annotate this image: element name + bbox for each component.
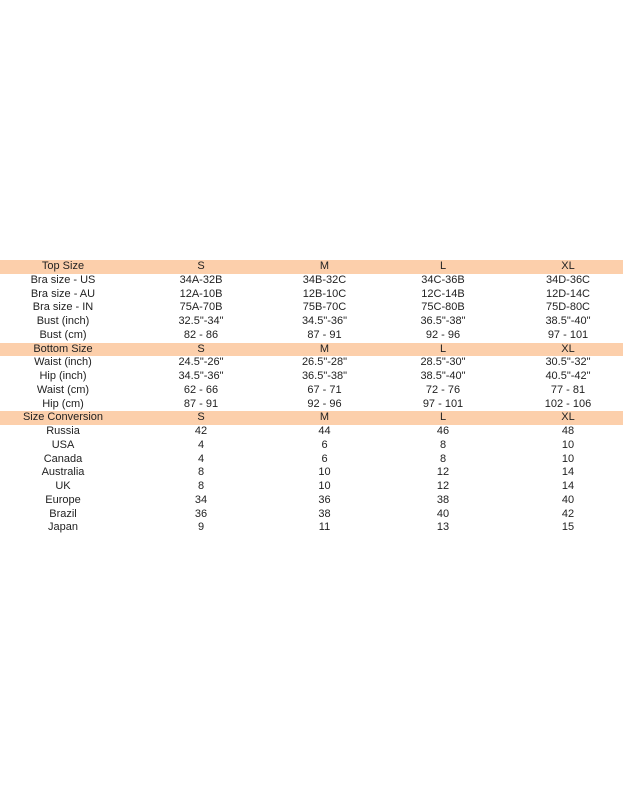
size-conversion-header-row (0, 411, 623, 425)
size-value: 44 (318, 425, 331, 437)
section-title: Top Size (41, 260, 85, 272)
size-value: 6 (321, 438, 328, 451)
table-row (0, 356, 623, 370)
size-value: 12 (436, 466, 450, 479)
size-value: 40 (561, 493, 575, 506)
size-value: 15 (561, 521, 575, 534)
size-value: 34 (194, 493, 208, 506)
size-value: 48 (561, 425, 575, 437)
size-value: 82 - 86 (183, 328, 219, 341)
row-label: Waist (inch) (34, 356, 92, 369)
section-title: Bottom Size (33, 342, 93, 355)
size-value: 4 (197, 452, 205, 465)
size-column-header: XL (561, 411, 575, 424)
size-value: 87 - 91 (307, 328, 342, 341)
size-value: 10 (318, 466, 331, 479)
size-column-header: M (319, 260, 330, 272)
table-row (0, 508, 623, 522)
size-value: 72 - 76 (425, 383, 461, 396)
size-column-header: L (439, 260, 447, 272)
table-row (0, 288, 623, 302)
table-row (0, 370, 623, 384)
size-value: 38.5"-40" (420, 370, 466, 382)
size-value: 12 (436, 480, 450, 492)
size-column-header: L (439, 411, 447, 424)
size-column-header: M (319, 411, 330, 424)
size-column-header: L (439, 342, 447, 355)
size-conversion-section (0, 411, 623, 535)
size-value: 38 (436, 493, 450, 506)
table-row (0, 466, 623, 480)
size-value: 40.5"-42" (545, 370, 591, 382)
size-value: 97 - 101 (547, 328, 589, 341)
size-value: 34A-32B (179, 273, 223, 286)
size-value: 36.5"-38" (420, 315, 466, 327)
row-label: UK (55, 480, 71, 492)
size-column-header: XL (561, 260, 575, 272)
size-column-header: S (197, 411, 205, 424)
size-column-header: S (197, 342, 205, 355)
size-column-header: S (197, 260, 205, 272)
size-value: 102 - 106 (544, 397, 592, 410)
size-value: 32.5"-34" (178, 315, 224, 327)
section-title: Size Conversion (22, 411, 104, 424)
bottom-size-section (0, 343, 623, 412)
size-value: 34.5"-36" (178, 370, 224, 382)
row-label: Bra size - US (30, 273, 96, 286)
row-label: Bra size - IN (32, 301, 94, 314)
size-value: 11 (318, 521, 331, 534)
table-row (0, 480, 623, 494)
table-row (0, 521, 623, 535)
row-label: Hip (inch) (39, 370, 87, 382)
size-value: 38.5"-40" (545, 315, 591, 327)
size-column-header: XL (561, 342, 575, 355)
size-value: 87 - 91 (183, 397, 219, 410)
size-value: 12A-10B (179, 287, 223, 300)
table-row (0, 453, 623, 467)
table-row (0, 329, 623, 343)
size-value: 46 (436, 425, 450, 437)
size-value: 6 (321, 452, 328, 465)
size-value: 42 (194, 425, 208, 437)
table-row (0, 398, 623, 412)
row-label: Canada (43, 452, 83, 465)
row-label: USA (51, 438, 75, 451)
row-label: Bust (cm) (39, 328, 87, 341)
size-value: 75B-70C (302, 301, 347, 314)
size-value: 38 (318, 507, 331, 520)
size-value: 28.5"-30" (420, 356, 466, 369)
size-value: 62 - 66 (183, 383, 219, 396)
size-value: 42 (561, 507, 575, 520)
size-value: 12D-14C (545, 287, 591, 300)
row-label: Europe (45, 493, 81, 506)
row-label: Japan (48, 521, 78, 534)
size-value: 10 (318, 480, 331, 492)
size-value: 67 - 71 (307, 383, 342, 396)
row-label: Australia (41, 466, 85, 479)
table-row (0, 384, 623, 398)
size-value: 26.5"-28" (301, 356, 348, 369)
size-value: 10 (561, 438, 575, 451)
size-value: 77 - 81 (550, 383, 586, 396)
size-value: 12C-14B (421, 287, 465, 300)
size-value: 8 (439, 438, 447, 451)
size-value: 14 (561, 466, 575, 479)
size-value: 92 - 96 (425, 328, 461, 341)
size-value: 4 (197, 438, 205, 451)
size-value: 13 (436, 521, 450, 534)
size-value: 36 (194, 507, 208, 520)
row-label: Waist (cm) (36, 383, 90, 396)
table-row (0, 274, 623, 288)
size-value: 8 (197, 480, 205, 492)
size-value: 75D-80C (545, 301, 591, 314)
size-column-header: M (319, 342, 330, 355)
size-chart-table (0, 260, 623, 535)
size-value: 8 (439, 452, 447, 465)
row-label: Russia (46, 425, 80, 437)
size-value: 14 (561, 480, 575, 492)
size-value: 10 (561, 452, 575, 465)
table-row (0, 301, 623, 315)
table-row (0, 425, 623, 439)
size-value: 97 - 101 (422, 397, 464, 410)
size-value: 30.5"-32" (545, 356, 591, 369)
size-value: 8 (197, 466, 205, 479)
top-size-section (0, 260, 623, 343)
row-label: Bra size - AU (30, 287, 96, 300)
size-value: 12B-10C (302, 287, 347, 300)
size-value: 9 (197, 521, 205, 534)
size-value: 34C-36B (421, 273, 465, 286)
size-value: 92 - 96 (307, 397, 342, 410)
size-value: 75C-80B (421, 301, 465, 314)
table-row (0, 439, 623, 453)
row-label: Brazil (49, 507, 77, 520)
size-value: 34D-36C (545, 273, 591, 286)
size-value: 34.5"-36" (301, 315, 348, 327)
bottom-size-header-row (0, 343, 623, 357)
size-value: 36.5"-38" (301, 370, 348, 382)
size-value: 24.5"-26" (178, 356, 224, 369)
top-size-header-row (0, 260, 623, 274)
row-label: Bust (inch) (36, 315, 90, 327)
table-row (0, 315, 623, 329)
size-value: 36 (318, 493, 331, 506)
table-row (0, 494, 623, 508)
size-value: 34B-32C (302, 273, 347, 286)
size-value: 75A-70B (179, 301, 223, 314)
size-value: 40 (436, 507, 450, 520)
row-label: Hip (cm) (42, 397, 84, 410)
